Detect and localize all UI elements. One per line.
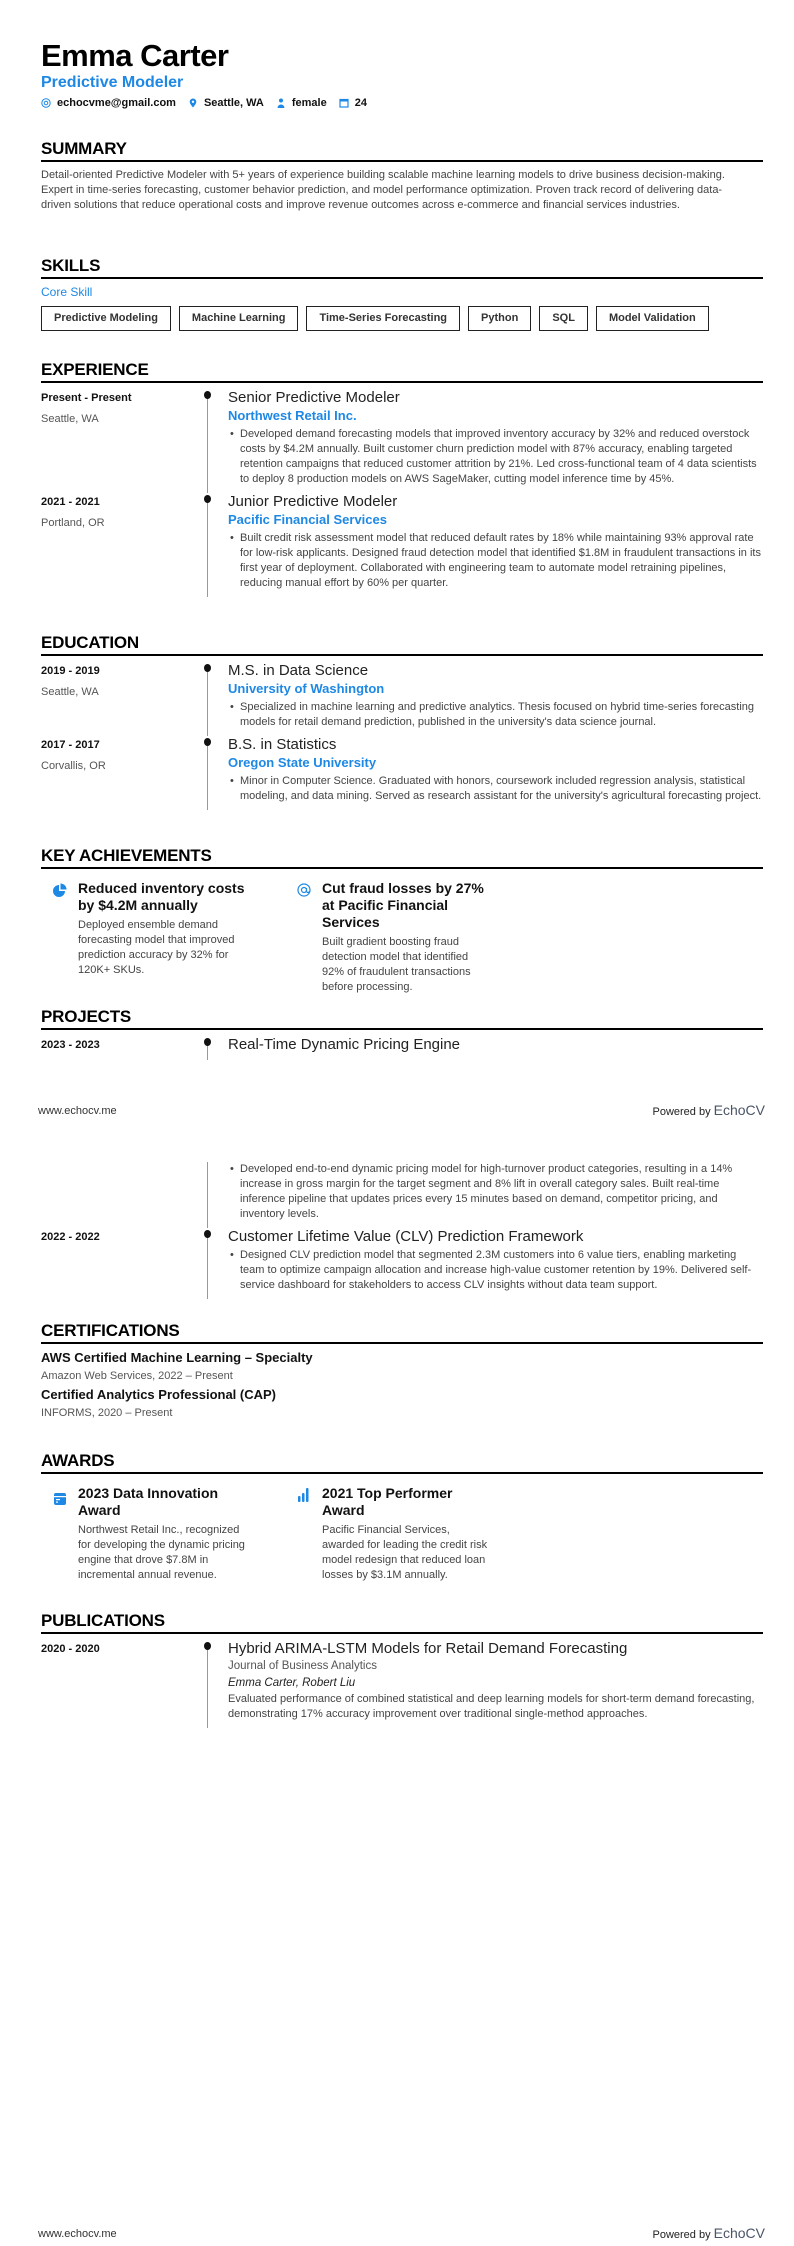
project-entry bbox=[41, 1228, 763, 1299]
brand-logo: EchoCV bbox=[713, 1102, 765, 1118]
timeline-dot bbox=[204, 391, 211, 399]
experience-entry bbox=[41, 493, 763, 597]
footer-powered-by bbox=[652, 1102, 765, 1118]
entry-bullet: • Built credit risk assessment model that reduced default rates by 18% while maintaining 93% approval rate for low-risk applicants. Designed fraud detection model that identified $1.8M in fraudulent transactions in its first year of deployment. Collaborated with engineering team to automate model retraining pipelines, reducing manual effort by 60% per quarter. bbox=[228, 531, 763, 591]
award-card bbox=[41, 1485, 285, 1583]
timeline-dot bbox=[204, 1038, 211, 1046]
education-section bbox=[41, 633, 763, 810]
powered-by-text: Powered by bbox=[652, 1106, 711, 1118]
entry-date: 2020 - 2020 bbox=[41, 1643, 100, 1655]
entry-date: 2017 - 2017 bbox=[41, 739, 100, 751]
project-title: Real-Time Dynamic Pricing Engine bbox=[228, 1036, 461, 1053]
skill-chip: Predictive Modeling bbox=[41, 306, 171, 331]
skill-group-label: Core Skill bbox=[41, 285, 93, 299]
achievement-title: Cut fraud losses by 27% at Pacific Financial Services bbox=[322, 880, 484, 930]
experience-entry bbox=[41, 389, 763, 493]
gender-text: female bbox=[291, 97, 327, 109]
person-icon bbox=[276, 98, 286, 108]
entry-date: 2023 - 2023 bbox=[41, 1039, 100, 1051]
project-entry bbox=[41, 1036, 763, 1060]
entry-location: Corvallis, OR bbox=[41, 760, 106, 772]
footer-site-link[interactable]: www.echocv.me bbox=[38, 2228, 117, 2240]
entry-date: 2022 - 2022 bbox=[41, 1231, 100, 1243]
certification-issuer: INFORMS, 2020 – Present bbox=[41, 1407, 173, 1419]
footer-site-link[interactable]: www.echocv.me bbox=[38, 1105, 117, 1117]
timeline-line bbox=[207, 393, 208, 493]
publication-authors: Emma Carter, Robert Liu bbox=[228, 1677, 356, 1689]
candidate-role: Predictive Modeler bbox=[41, 74, 184, 91]
publication-entry bbox=[41, 1640, 763, 1728]
project-entry-continued bbox=[41, 1162, 763, 1228]
timeline-line bbox=[207, 497, 208, 597]
degree: M.S. in Data Science bbox=[228, 662, 369, 679]
company-name: Northwest Retail Inc. bbox=[228, 408, 357, 423]
timeline-dot bbox=[204, 738, 211, 746]
entry-date: Present - Present bbox=[41, 392, 132, 404]
timeline-dot bbox=[204, 495, 211, 503]
section-heading: EXPERIENCE bbox=[41, 360, 763, 383]
certification-issuer: Amazon Web Services, 2022 – Present bbox=[41, 1370, 233, 1382]
skill-chip: Time-Series Forecasting bbox=[306, 306, 460, 331]
achievement-card bbox=[285, 880, 529, 995]
award-desc: Pacific Financial Services, awarded for leading the credit risk model redesign that reduced loan losses by $3.1M annually. bbox=[322, 1524, 488, 1581]
company-name: Pacific Financial Services bbox=[228, 512, 387, 527]
entry-bullet: • Developed demand forecasting models that improved inventory accuracy by 32% and reduced overstock costs by $4.2M annually. Built customer churn prediction model with 87% accuracy, enabling targeted retention campaigns that reduced customer attrition by 21%. Led cross-functional team of 4 data scientists to deploy 8 production models on AWS SageMaker, cutting model inference time by 45%. bbox=[228, 427, 763, 487]
award-desc: Northwest Retail Inc., recognized for developing the dynamic pricing engine that drove $7.8M in incremental annual revenue. bbox=[78, 1524, 245, 1581]
publications-section bbox=[41, 1611, 763, 1728]
section-heading: AWARDS bbox=[41, 1451, 763, 1474]
education-entry bbox=[41, 662, 763, 736]
footer-powered-by bbox=[652, 2225, 765, 2241]
summary-section bbox=[41, 139, 763, 213]
job-title: Junior Predictive Modeler bbox=[228, 493, 398, 510]
location-text: Seattle, WA bbox=[203, 97, 264, 109]
timeline-line bbox=[207, 1232, 208, 1299]
resume-page-2 bbox=[0, 1123, 794, 2246]
bar-chart-icon bbox=[297, 1487, 311, 1503]
section-heading: EDUCATION bbox=[41, 633, 763, 656]
entry-location: Seattle, WA bbox=[41, 686, 99, 698]
degree: B.S. in Statistics bbox=[228, 736, 337, 753]
brand-logo: EchoCV bbox=[713, 2225, 765, 2241]
project-title: Customer Lifetime Value (CLV) Prediction Framework bbox=[228, 1228, 584, 1245]
contact-email[interactable] bbox=[41, 96, 176, 110]
timeline-line bbox=[207, 1644, 208, 1728]
entry-date: 2019 - 2019 bbox=[41, 665, 100, 677]
map-pin-icon bbox=[188, 98, 198, 108]
school-name: Oregon State University bbox=[228, 755, 377, 770]
skills-section bbox=[41, 256, 763, 331]
timeline-line bbox=[207, 1162, 208, 1228]
job-title: Senior Predictive Modeler bbox=[228, 389, 400, 406]
entry-bullet: • Designed CLV prediction model that segmented 2.3M customers into 6 value tiers, enabling marketing team to optimize campaign allocation and increase high-value customer retention by 19%. Delivered self-service dashboard for stakeholders to access CLV insights without data team support. bbox=[228, 1248, 763, 1293]
education-entry bbox=[41, 736, 763, 810]
achievement-title: Reduced inventory costs by $4.2M annually bbox=[78, 880, 245, 913]
award-title: 2023 Data Innovation Award bbox=[78, 1485, 219, 1518]
calendar-icon bbox=[339, 98, 349, 108]
at-sign-icon bbox=[41, 98, 51, 108]
skill-chip: Python bbox=[468, 306, 531, 331]
entry-bullet: • Specialized in machine learning and predictive analytics. Thesis focused on hybrid time-series forecasting models for retail demand prediction, published in the university's data science journal. bbox=[228, 700, 763, 730]
card-icon bbox=[53, 1491, 67, 1507]
school-name: University of Washington bbox=[228, 681, 385, 696]
age-text: 24 bbox=[354, 97, 367, 109]
awards-section bbox=[41, 1451, 763, 1583]
award-title: 2021 Top Performer Award bbox=[322, 1485, 453, 1518]
certification-name: Certified Analytics Professional (CAP) bbox=[41, 1387, 277, 1402]
timeline-line bbox=[207, 666, 208, 736]
section-heading: SUMMARY bbox=[41, 139, 763, 162]
skill-chip: Machine Learning bbox=[179, 306, 299, 331]
publication-journal: Journal of Business Analytics bbox=[228, 1660, 377, 1672]
publication-title: Hybrid ARIMA-LSTM Models for Retail Demand Forecasting bbox=[228, 1640, 628, 1657]
certification-list bbox=[41, 1349, 763, 1422]
timeline-dot bbox=[204, 1642, 211, 1650]
projects-section-continued bbox=[41, 1162, 763, 1299]
entry-date: 2021 - 2021 bbox=[41, 496, 100, 508]
entry-location: Portland, OR bbox=[41, 517, 105, 529]
achievement-desc: Built gradient boosting fraud detection model that identified 92% of fraudulent transactions before processing. bbox=[322, 936, 471, 993]
certification-name: AWS Certified Machine Learning – Specialty bbox=[41, 1350, 313, 1365]
projects-section bbox=[41, 1007, 763, 1060]
timeline-dot bbox=[204, 1230, 211, 1238]
achievement-desc: Deployed ensemble demand forecasting model that improved prediction accuracy by 32% for 120K+ SKUs. bbox=[78, 919, 235, 976]
contact-row bbox=[41, 96, 379, 110]
summary-text: Detail-oriented Predictive Modeler with 5+ years of experience building scalable machine learning models to drive business decision-making. Expert in time-series forecasting, customer behavior prediction, and model performance optimization. Proven track record of delivering data-driven solutions that reduce operational costs and improve revenue outcomes across e-commerce and financial services industries. bbox=[41, 169, 725, 211]
achievement-card bbox=[41, 880, 285, 995]
entry-location: Seattle, WA bbox=[41, 413, 99, 425]
section-heading: SKILLS bbox=[41, 256, 763, 279]
skill-chip: SQL bbox=[539, 306, 588, 331]
skill-list bbox=[41, 306, 763, 331]
powered-by-text: Powered by bbox=[652, 2229, 711, 2241]
publication-desc: Evaluated performance of combined statistical and deep learning models for short-term demand forecasting, demonstrating 17% accuracy improvement over traditional single-method approaches. bbox=[228, 1693, 755, 1720]
skill-chip: Model Validation bbox=[596, 306, 709, 331]
section-heading: KEY ACHIEVEMENTS bbox=[41, 846, 763, 869]
candidate-name: Emma Carter bbox=[41, 38, 229, 73]
section-heading: PROJECTS bbox=[41, 1007, 763, 1030]
certifications-section bbox=[41, 1321, 763, 1422]
experience-section bbox=[41, 360, 763, 597]
entry-bullet: • Minor in Computer Science. Graduated with honors, coursework included regression analysis, statistical modeling, and data mining. Served as research assistant for the university's agricultural forecasting project. bbox=[228, 774, 763, 804]
section-heading: PUBLICATIONS bbox=[41, 1611, 763, 1634]
entry-bullet: • Developed end-to-end dynamic pricing model for high-turnover product categories, resulting in a 14% increase in gross margin for the target segment and 8% lift in overall category sales. Built real-time inference pipeline that updates prices every 15 minutes based on demand, competitor pricing, and inventory levels. bbox=[228, 1162, 763, 1222]
timeline-dot bbox=[204, 664, 211, 672]
email-text: echocvme@gmail.com bbox=[57, 97, 176, 109]
timeline-line bbox=[207, 740, 208, 810]
contact-age bbox=[339, 96, 367, 110]
contact-location bbox=[188, 96, 264, 110]
at-sign-icon bbox=[297, 882, 311, 898]
contact-gender bbox=[276, 96, 327, 110]
section-heading: CERTIFICATIONS bbox=[41, 1321, 763, 1344]
achievements-section bbox=[41, 846, 763, 995]
pie-chart-icon bbox=[53, 882, 67, 898]
award-card bbox=[285, 1485, 529, 1583]
